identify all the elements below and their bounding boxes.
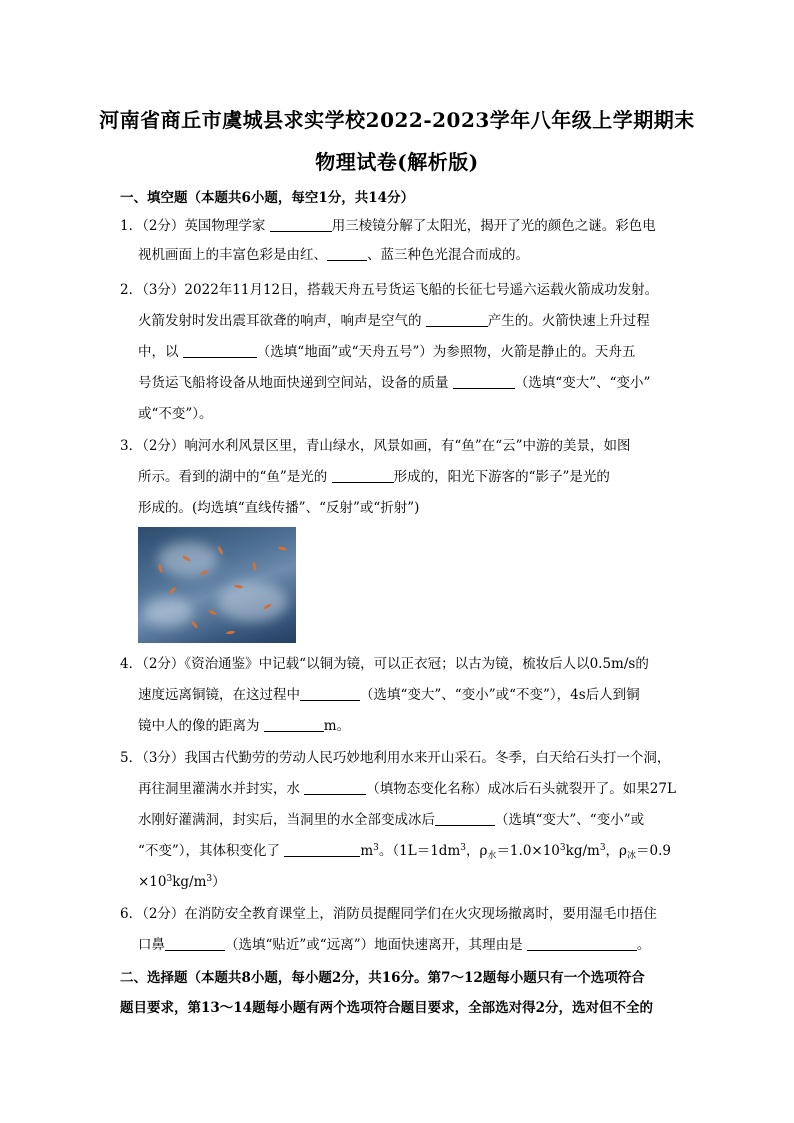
question-2-line1: 2．（3分）2022年11月12日，搭载天舟五号货运飞船的长征七号遥六运载火箭成功发射。 — [120, 282, 659, 298]
question-5-line5: $\times 10^3kg/m^3$） — [138, 874, 226, 890]
answer-blank[interactable] — [264, 717, 324, 732]
question-4-line3: 镜中人的像的距离为 m。 — [138, 718, 351, 734]
question-2-line5: 或“不变”）。 — [138, 406, 213, 422]
answer-blank[interactable] — [527, 936, 637, 951]
answer-blank[interactable] — [435, 811, 495, 826]
answer-blank[interactable] — [304, 780, 366, 795]
question-4-line1: 4．（2分）《资治通鉴》中记载“以铜为镜，可以正衣冠；以古为镜，梳妆后人以0.5m/s的 — [120, 656, 649, 672]
answer-blank[interactable] — [300, 686, 360, 701]
question-2-line4: 号货运飞船将设备从地面快递到空间站，设备的质量 （选填“变大”、“变小” — [138, 375, 651, 391]
section-choice-heading-line2: 题目要求，第13～14题每小题有两个选项符合题目要求，全部选对得2分，选对但不全的 — [120, 1000, 653, 1016]
exam-title-line1: 河南省商丘市虞城县求实学校2022-2023学年八年级上学期期末 — [99, 108, 695, 132]
question-5-line1: 5．（3分）我国古代勤劳的劳动人民巧妙地利用水来开山采石。冬季，白天给石头打一个洞， — [120, 750, 671, 766]
question-6-line2: 口鼻 （选填“贴近”或“远离”）地面快速离开，其理由是 。 — [138, 937, 651, 953]
question-5-line3: 水刚好灌满洞，封实后，当洞里的水全部变成冰后 （选填“变大”、“变小”或 — [138, 812, 645, 828]
exam-title-line2: 物理试卷(解析版) — [315, 150, 479, 174]
question-5-line2: 再往洞里灌满水并封实，水 （填物态变化名称）成冰后石头就裂开了。如果27L — [138, 781, 676, 797]
question-1-line2: 视机画面上的丰富色彩是由红、 、蓝三种色光混合而成的。 — [138, 247, 529, 263]
section-fill-in-heading: 一、填空题（本题共6小题，每空1分，共14分） — [120, 190, 415, 206]
answer-blank[interactable] — [165, 936, 225, 951]
answer-blank[interactable] — [327, 246, 367, 261]
fish-in-clouds-photo — [138, 527, 296, 643]
question-2-line3: 中，以 （选填“地面”或“天舟五号”）为参照物，火箭是静止的。天舟五 — [138, 344, 636, 360]
answer-blank[interactable] — [453, 374, 515, 389]
question-2-line2: 火箭发射时发出震耳欲聋的响声，响声是空气的 产生的。火箭快速上升过程 — [138, 313, 650, 329]
question-6-line1: 6．（2分）在消防安全教育课堂上，消防员提醒同学们在火灾现场撤离时，要用湿毛巾捂住 — [120, 906, 657, 922]
section-choice-heading-line1: 二、选择题（本题共8小题，每小题2分，共16分。第7～12题每小题只有一个选项符合 — [120, 970, 645, 986]
answer-blank[interactable] — [183, 343, 257, 358]
question-1-line1: 1．（2分）英国物理学家 用三棱镜分解了太阳光，揭开了光的颜色之谜。彩色电 — [120, 218, 656, 234]
answer-blank[interactable] — [332, 468, 394, 483]
question-3-line1: 3．（2分）响河水利风景区里，青山绿水，风景如画，有“鱼”在“云”中游的美景，如图 — [120, 438, 631, 454]
answer-blank[interactable] — [284, 842, 360, 857]
question-3-line3: 形成的。(均选填“直线传播”、“反射”或“折射”) — [138, 500, 420, 516]
question-3-line2: 所示。看到的湖中的“鱼”是光的 形成的，阳光下游客的“影子”是光的 — [138, 469, 610, 485]
question-5-line4: “不变”），其体积变化了 $m^3$。（$1L=1dm^3$，$\rho_水=1.0\times 10^3kg/m^3$，$\rho_冰=0.9$ — [138, 843, 671, 861]
question-4-line2: 速度远离铜镜，在这过程中 （选填“变大”、“变小”或“不变”），4s后人到铜 — [138, 687, 640, 703]
answer-blank[interactable] — [270, 217, 332, 232]
answer-blank[interactable] — [426, 312, 488, 327]
